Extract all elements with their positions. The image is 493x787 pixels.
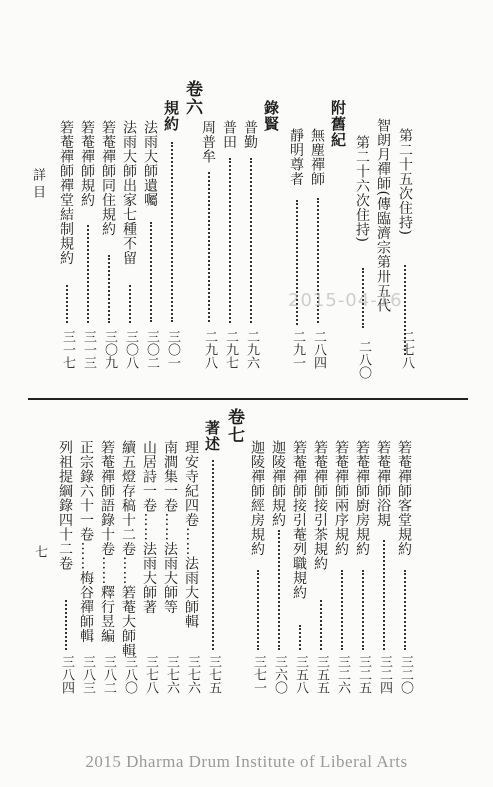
page-ref: 三〇八 (123, 330, 138, 369)
leader-dots (208, 172, 210, 322)
page-ref: 三七六 (164, 655, 179, 694)
section-heading: 附舊紀 (329, 100, 347, 148)
entry-title: 周普牟 (200, 120, 216, 164)
toc-entry (354, 135, 370, 242)
toc-entry (312, 440, 328, 571)
toc-entry (309, 128, 325, 186)
entry-title: 理安寺紀四卷……法雨大師輯 (183, 440, 199, 629)
page-ref: 二九六 (244, 330, 259, 369)
leader-dots (229, 158, 231, 323)
footer-watermark: 2015 Dharma Drum Institute of Liberal Arts (85, 752, 408, 771)
entry-title: 第二十六次住持) (354, 135, 370, 243)
leader-dots (87, 225, 89, 323)
toc-entry (183, 440, 199, 629)
entry-title: 箬菴禪師規約 (79, 120, 95, 207)
page-ref: 三〇二 (144, 330, 159, 369)
leader-dots (65, 600, 67, 650)
section-divider (28, 398, 468, 400)
entry-title: 箬菴禪師浴規 (375, 440, 391, 527)
page-ref: 二九八 (202, 330, 217, 369)
page-number: 七 (32, 545, 47, 558)
page-ref: 三六〇 (272, 655, 287, 694)
page-ref: 二八〇 (356, 340, 371, 379)
toc-entry (162, 440, 178, 614)
running-head: 詳 目 (30, 168, 45, 199)
page-ref: 三七五 (206, 655, 221, 694)
toc-entry (288, 128, 304, 186)
page-ref: 三〇九 (102, 330, 117, 369)
page-ref: 三二六 (335, 655, 350, 694)
toc-entry (120, 440, 136, 658)
page-ref: 三二四 (377, 655, 392, 694)
page-ref: 二九一 (290, 330, 305, 369)
toc-entry (397, 128, 413, 235)
page-ref: 三一七 (60, 330, 75, 369)
entry-title: 智朗月禪師(傳臨濟宗第卅五代 (375, 118, 391, 313)
page-ref: 二七八 (399, 330, 414, 369)
page-ref: 三一三 (81, 330, 96, 369)
page-ref: 三八三 (80, 655, 95, 694)
page-ref: 二九七 (223, 330, 238, 369)
toc-entry (58, 120, 74, 265)
section-heading: 規約 (162, 100, 180, 132)
toc-entry (242, 120, 258, 149)
leader-dots (278, 530, 280, 650)
entry-title: 無塵禪師 (309, 128, 325, 186)
section-heading: 著述 (203, 420, 221, 452)
leader-dots (108, 255, 110, 323)
volume-heading: 卷六 (182, 80, 202, 116)
leader-dots (171, 142, 173, 322)
page-ref: 三五五 (314, 655, 329, 694)
page-ref: 三七八 (143, 655, 158, 694)
entry-title: 列祖提綱錄四十二卷 (57, 440, 73, 571)
page-ref: 三八二 (101, 655, 116, 694)
entry-title: 普勤 (242, 120, 258, 149)
toc-entry (57, 440, 73, 571)
entry-title: 箬菴禪師接引菴列職規約 (291, 440, 307, 600)
volume-heading: 卷七 (224, 408, 244, 444)
toc-entry (249, 440, 265, 556)
toc-entry (78, 440, 94, 643)
page-ref: 三二〇 (398, 655, 413, 694)
entry-title: 箬菴禪師客堂規約 (396, 440, 412, 556)
toc-entry (142, 120, 158, 207)
leader-dots (129, 285, 131, 323)
entry-title: 南澗集一卷……法雨大師等 (162, 440, 178, 614)
toc-entry (270, 440, 286, 527)
entry-title: 箬菴禪師廚房規約 (354, 440, 370, 556)
leader-dots (362, 570, 364, 650)
entry-title: 法雨大師出家七種不留 (121, 120, 137, 265)
entry-title: 箬菴禪師禪堂結制規約 (58, 120, 74, 265)
toc-entry (99, 440, 115, 643)
entry-title: 箬菴禪師同住規約 (100, 120, 116, 236)
entry-title: 山居詩一卷……法雨大師著 (141, 440, 157, 614)
entry-title: 迦陵禪師規約 (270, 440, 286, 527)
toc-entry (200, 120, 216, 164)
toc-entry (79, 120, 95, 207)
toc-entry (221, 120, 237, 149)
leader-dots (320, 600, 322, 650)
toc-entry (100, 120, 116, 236)
page-ref: 三八四 (59, 655, 74, 694)
toc-entry (333, 440, 349, 556)
toc-entry (396, 440, 412, 556)
entry-title: 靜明尊者 (288, 128, 304, 186)
leader-dots (212, 460, 214, 650)
entry-title: 箬菴禪師語錄十卷……釋行昱編 (99, 440, 115, 643)
page-ref: 三二五 (356, 655, 371, 694)
leader-dots (299, 625, 301, 650)
page-ref: 二八四 (311, 330, 326, 369)
page-ref: 三八〇 (122, 655, 137, 694)
leader-dots (250, 158, 252, 323)
entry-title: 第二十五次住持) (397, 128, 413, 236)
leader-dots (66, 285, 68, 323)
entry-title: 箬菴禪師接引茶規約 (312, 440, 328, 571)
leader-dots (404, 570, 406, 650)
page-ref: 三七一 (251, 655, 266, 694)
toc-entry (354, 440, 370, 556)
page-ref: 三五八 (293, 655, 308, 694)
entry-title: 普田 (221, 120, 237, 149)
toc-entry (375, 440, 391, 527)
section-heading: 錄賢 (262, 100, 280, 132)
entry-title: 續五燈存稿十二卷……箬菴大師輯 (120, 440, 136, 658)
page-ref: 三〇一 (165, 330, 180, 369)
toc-entry (121, 120, 137, 265)
date-stamp: 2015-04-16 (288, 290, 403, 311)
entry-title: 箬菴禪師兩序規約 (333, 440, 349, 556)
page-ref: 三七六 (185, 655, 200, 694)
entry-title: 迦陵禪師經房規約 (249, 440, 265, 556)
leader-dots (383, 540, 385, 650)
leader-dots (257, 570, 259, 650)
entry-title: 法雨大師遺囑 (142, 120, 158, 207)
entry-title: 正宗錄六十一卷……梅谷禪師輯 (78, 440, 94, 643)
leader-dots (341, 570, 343, 650)
toc-entry (375, 118, 391, 312)
leader-dots (150, 222, 152, 322)
toc-entry (291, 440, 307, 600)
toc-entry (141, 440, 157, 614)
